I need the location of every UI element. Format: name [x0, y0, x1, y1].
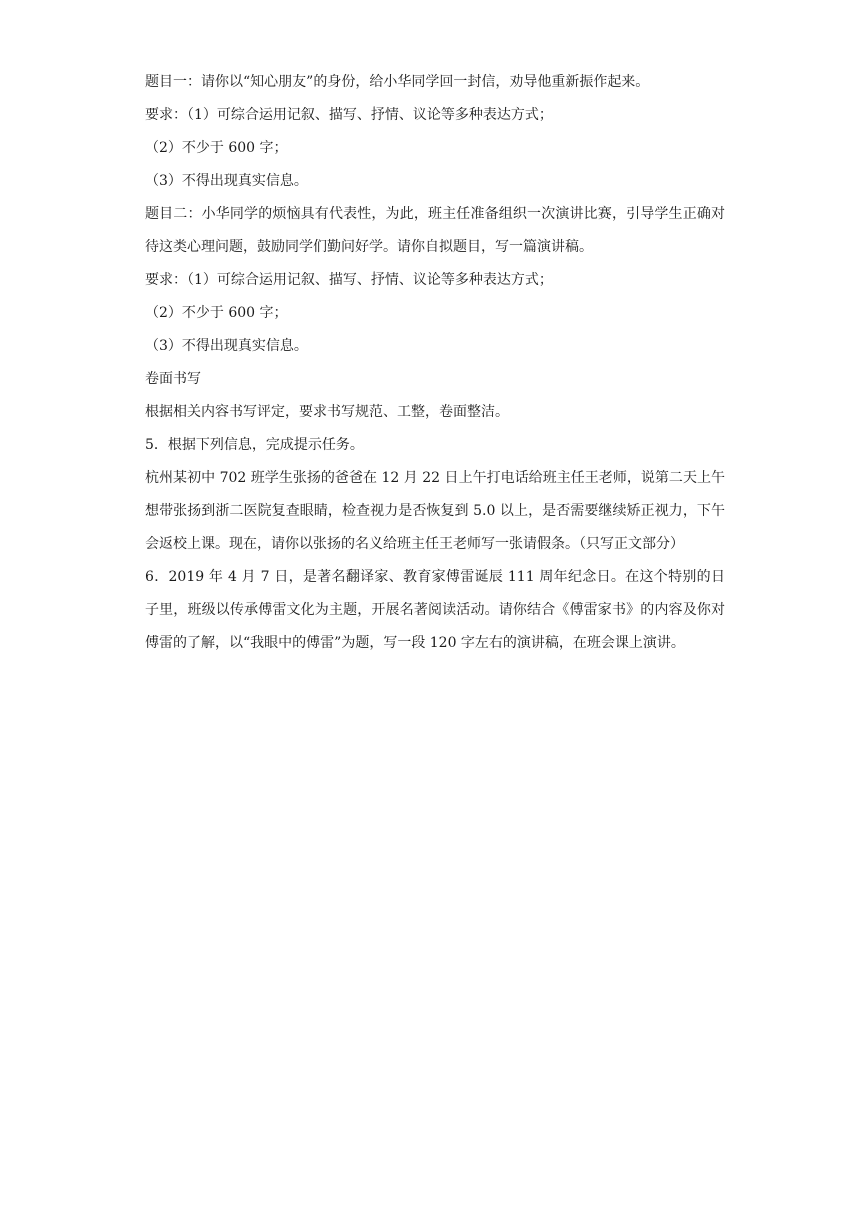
topic1-requirement-1: 要求：（1）可综合运用记叙、描写、抒情、议论等多种表达方式；	[145, 107, 553, 123]
topic1-requirement-3: （3）不得出现真实信息。	[145, 173, 308, 189]
handwriting-text: 根据相关内容书写评定，要求书写规范、工整，卷面整洁。	[145, 404, 509, 420]
question-5-body: 杭州某初中 702 班学生张扬的爸爸在 12 月 22 日上午打电话给班主任王老师，说第二天上午想带张扬到浙二医院复查眼睛，检查视力是否恢复到 5.0 以上，是否需要继续矫正视力，下午会返校上课。现在，请你以张扬的名义给班主任王老师写一张请假条。（只写正文部分）	[145, 470, 725, 552]
topic1-title: 题目一：请你以“知心朋友”的身份，给小华同学回一封信，劝导他重新振作起来。	[145, 74, 650, 90]
topic2-requirement-3: （3）不得出现真实信息。	[145, 338, 308, 354]
topic2-requirement-2: （2）不少于 600 字；	[145, 305, 288, 321]
topic1-requirement-2: （2）不少于 600 字；	[145, 140, 288, 156]
topic2-title: 题目二：小华同学的烦恼具有代表性，为此，班主任准备组织一次演讲比赛，引导学生正确对待这类心理问题，鼓励同学们勤问好学。请你自拟题目，写一篇演讲稿。	[145, 206, 725, 255]
topic2-requirement-1: 要求：（1）可综合运用记叙、描写、抒情、议论等多种表达方式；	[145, 272, 553, 288]
handwriting-heading: 卷面书写	[145, 371, 201, 387]
question-6-body: 6．2019 年 4 月 7 日，是著名翻译家、教育家傅雷诞辰 111 周年纪念日。在这个特别的日子里，班级以传承傅雷文化为主题，开展名著阅读活动。请你结合《傅雷家书》的内容及你对傅雷的了解，以“我眼中的傅雷”为题，写一段 120 字左右的演讲稿，在班会课上演讲。	[145, 569, 725, 651]
question-5-title: 5．根据下列信息，完成提示任务。	[145, 437, 364, 453]
document-page	[145, 66, 725, 660]
